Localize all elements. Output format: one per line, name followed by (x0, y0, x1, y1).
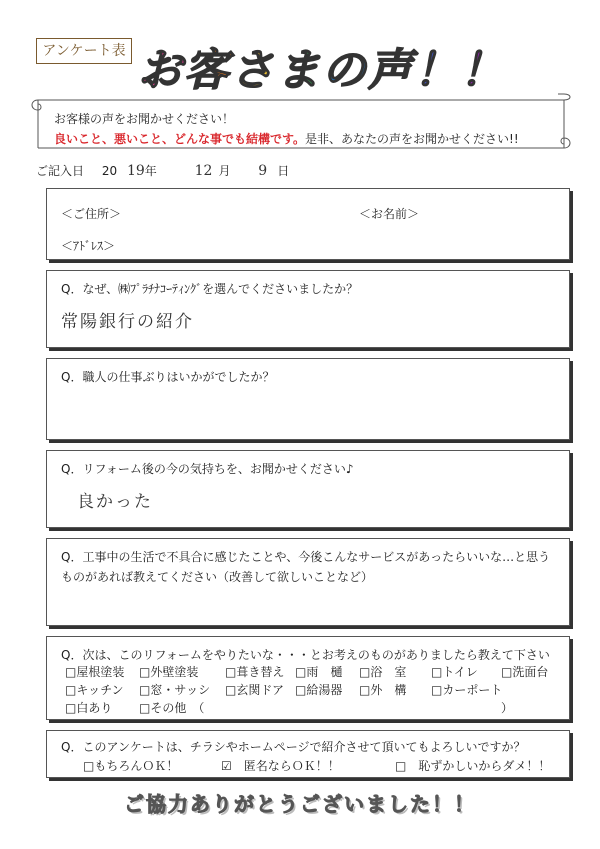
title-char-5: 声 (368, 45, 414, 96)
question-box-2 (46, 358, 570, 440)
option-roof-paint[interactable]: □屋根塗装 (65, 665, 125, 679)
option-other-close-paren: ） (501, 701, 514, 715)
intro-line-1: お客様の声をお聞かせください！ (54, 112, 235, 126)
option-kitchen[interactable]: □キッチン (65, 683, 124, 697)
question-box-5 (46, 636, 570, 720)
date-year-unit: 年 (144, 164, 157, 178)
info-box (46, 188, 570, 260)
option-carport[interactable]: □カーポート (431, 683, 503, 697)
question-4-line-1: Q．工事中の生活で不具合に感じたことや、今後こんなサービスがあったらいいな…と思う (61, 550, 551, 564)
date-label: ご記入日 (36, 164, 85, 178)
survey-tag: アンケート表 (36, 38, 132, 64)
question-4-text (61, 547, 559, 587)
address-label: ＜ご住所＞ (61, 207, 122, 221)
question-3-answer: 良かった (77, 492, 153, 512)
date-day-value: 9 (258, 163, 268, 179)
thanks-message: ご協力ありがとうございました！！ (124, 792, 476, 816)
title-char-6: ！ (414, 45, 460, 96)
question-box-6 (46, 730, 570, 778)
option-ok[interactable]: □もちろんＯＫ！ (83, 759, 179, 773)
question-1-answer: 常陽銀行の紹介 (61, 312, 194, 332)
title-char-7: ！ (460, 45, 506, 96)
title-char-4: の (322, 45, 368, 96)
option-gutter[interactable]: □雨 樋 (295, 665, 343, 679)
intro-line-2 (54, 130, 519, 147)
option-water-heater[interactable]: □給湯器 (295, 683, 343, 697)
option-anonymous-ok[interactable]: ☑ 匿名ならＯＫ！！ (221, 759, 340, 773)
date-prefix: 20 (101, 164, 118, 178)
question-1-text: Q．なぜ、㈱ﾌﾟﾗﾁﾅｺｰﾃｨﾝｸﾞを選んでくださいましたか？ (61, 282, 359, 296)
question-4-line-2: ものがあれば教えてください（改善して欲しいことなど） (61, 570, 374, 584)
date-year-value: 19 (126, 163, 145, 179)
question-box-3 (46, 450, 570, 528)
question-box-1 (46, 270, 570, 348)
option-window-sash[interactable]: □窓・サッシ (139, 683, 211, 697)
option-wall-paint[interactable]: □外壁塗装 (139, 665, 199, 679)
title-char-1: 客 (184, 45, 230, 96)
option-entrance-door[interactable]: □玄関ドア (225, 683, 284, 697)
option-termite[interactable]: □白あり (65, 701, 113, 715)
date-line (36, 162, 289, 179)
option-bathroom[interactable]: □浴 室 (359, 665, 407, 679)
title-char-2: さ (230, 45, 276, 96)
question-5-text: Q．次は、このリフォームをやりたいな・・・とお考えのものがありましたら教えて下さい (61, 648, 550, 662)
option-exterior[interactable]: □外 構 (359, 683, 407, 697)
date-day-unit: 日 (277, 164, 290, 178)
intro-rest-text: 是非、あなたの声をお聞かせください!! (305, 132, 519, 146)
date-month-value: 12 (194, 163, 213, 179)
option-other[interactable]: □その他 （ (139, 701, 205, 715)
title-char-3: ま (276, 45, 322, 96)
question-6-text: Q．このアンケートは、チラシやホームページで紹介させて頂いてもよろしいですか？ (61, 740, 526, 754)
option-washstand[interactable]: □洗面台 (501, 665, 549, 679)
question-box-4 (46, 538, 570, 626)
option-decline[interactable]: □ 恥ずかしいからダメ！！ (395, 759, 551, 773)
page-title (138, 34, 506, 94)
option-toilet[interactable]: □トイレ (431, 665, 478, 679)
question-2-text: Q．職人の仕事ぶりはいかがでしたか？ (61, 370, 275, 384)
option-reroof[interactable]: □葺き替え (225, 665, 285, 679)
date-month-unit: 月 (218, 164, 231, 178)
intro-red-text: 良いこと、悪いこと、どんな事でも結構です。 (54, 132, 306, 146)
email-label: ＜ｱﾄﾞﾚｽ＞ (61, 239, 116, 253)
title-char-0: お (138, 45, 184, 96)
question-3-text: Q．リフォーム後の今の気持ちを、お聞かせください♪ (61, 462, 354, 476)
name-label: ＜お名前＞ (359, 207, 420, 221)
